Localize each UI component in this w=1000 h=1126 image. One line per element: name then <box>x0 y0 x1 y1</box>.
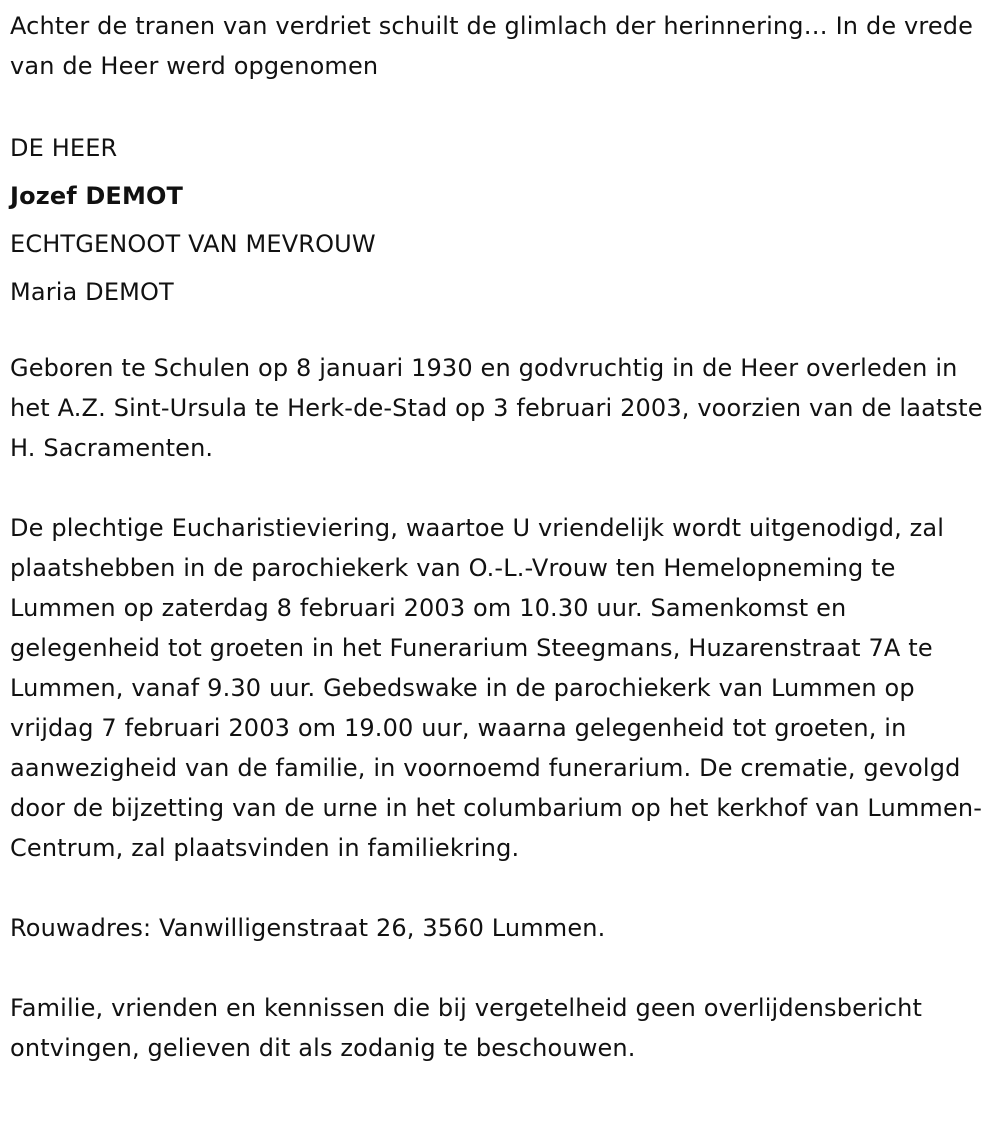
spacer <box>10 948 995 988</box>
spacer <box>10 868 995 908</box>
spouse-name: Maria DEMOT <box>10 278 174 306</box>
spacer <box>10 316 995 348</box>
obituary-notice <box>10 6 995 1068</box>
intro-text: Achter de tranen van verdriet schuilt de glimlach der herinnering… In de vrede van de Heer werd opgenomen <box>10 12 974 80</box>
spacer <box>10 86 995 126</box>
closing-text: Familie, vrienden en kennissen die bij vergetelheid geen overlijdensbericht ontvingen, gelieven dit als zodanig te beschouwen. <box>10 994 923 1062</box>
address-text: Rouwadres: Vanwilligenstraat 26, 3560 Lummen. <box>10 914 606 942</box>
ceremony-text: De plechtige Eucharistieviering, waartoe U vriendelijk wordt uitgenodigd, zal plaatshebben in de parochiekerk van O.-L.-Vrouw ten Hemelopneming te Lummen op zaterdag 8 februari 2003 om 10.30 uur. Samenkomst en gelegenheid tot groeten in het Funerarium Steegmans, Huzarenstraat 7A te Lummen, vanaf 9.30 uur. Gebedswake in de parochiekerk van Lummen op vrijdag 7 februari 2003 om 19.00 uur, waarna gelegenheid tot groeten, in aanwezigheid van de familie, in voornoemd funerarium. De crematie, gevolgd door de bijzetting van de urne in het columbarium op het kerkhof van Lummen-Centrum, zal plaatsvinden in familiekring. <box>10 514 983 862</box>
spacer <box>10 468 995 508</box>
deceased-name: Jozef DEMOT <box>10 182 184 210</box>
birth-death-text: Geboren te Schulen op 8 januari 1930 en godvruchtig in de Heer overleden in het A.Z. Sint-Ursula te Herk-de-Stad op 3 februari 2003, voorzien van de laatste H. Sacramenten. <box>10 354 983 462</box>
name-block <box>10 124 995 316</box>
relation-label: ECHTGENOOT VAN MEVROUW <box>10 230 376 258</box>
honorific: DE HEER <box>10 134 118 162</box>
